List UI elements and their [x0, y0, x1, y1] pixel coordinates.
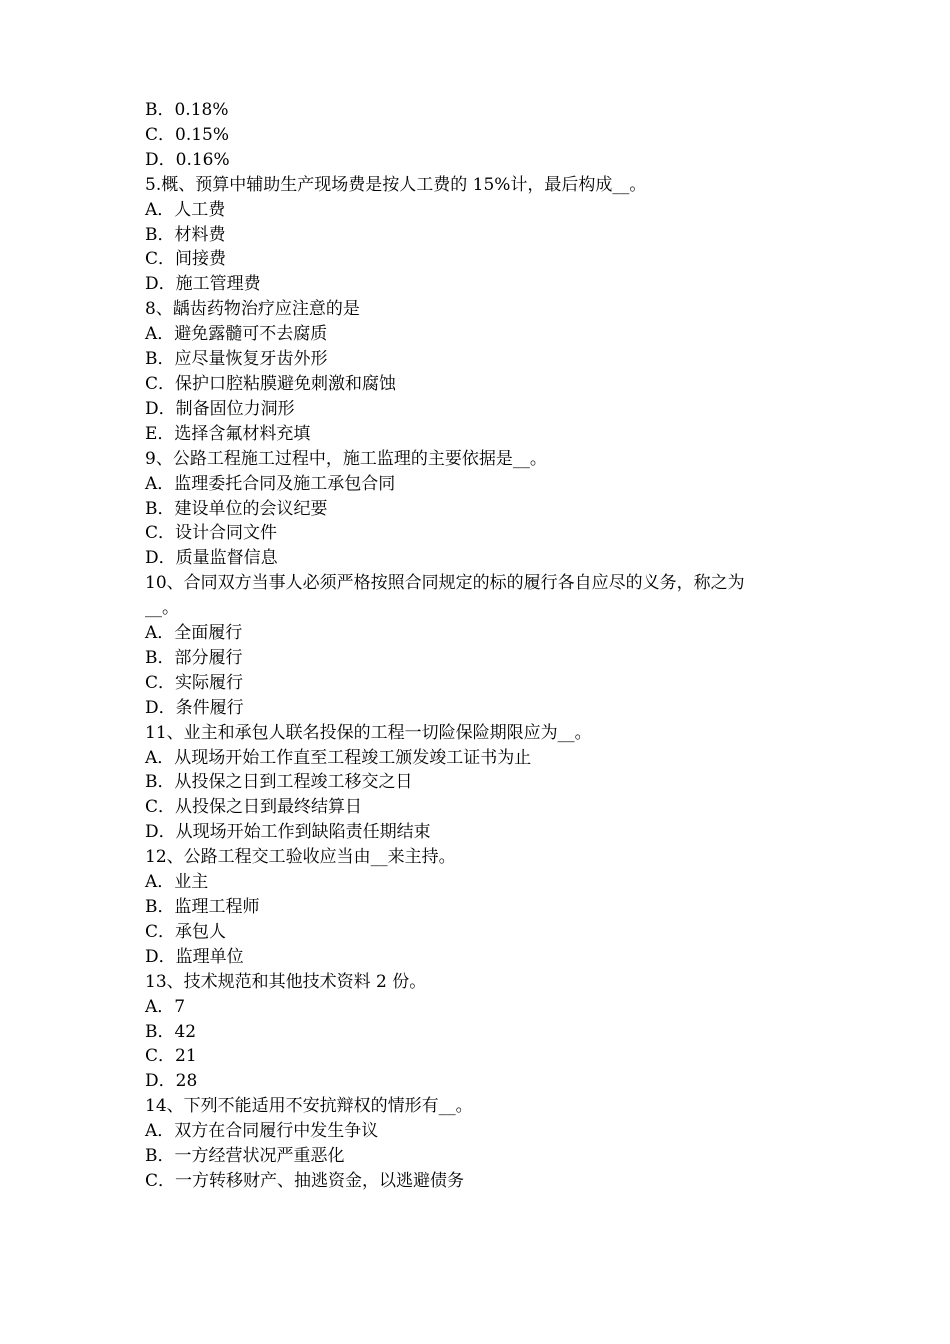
option-d: D．28 — [145, 1071, 198, 1092]
option-a: A．避免露髓可不去腐质 — [145, 324, 328, 345]
question-8: 8、龋齿药物治疗应注意的是 — [145, 299, 360, 320]
question-9: 9、公路工程施工过程中，施工监理的主要依据是__。 — [145, 448, 547, 469]
option-c: C．21 — [145, 1046, 197, 1067]
question-12: 12、公路工程交工验收应当由__来主持。 — [145, 847, 456, 868]
option-d: D．制备固位力洞形 — [145, 398, 295, 419]
option-c: C．0.15% — [145, 124, 230, 145]
option-c: C．承包人 — [145, 921, 227, 942]
option-a: A．监理委托合同及施工承包合同 — [145, 473, 396, 494]
option-a: A．全面履行 — [145, 623, 243, 644]
question-14: 14、下列不能适用不安抗辩权的情形有__。 — [145, 1096, 473, 1117]
option-d: D．质量监督信息 — [145, 548, 278, 569]
question-13: 13、技术规范和其他技术资料 2 份。 — [145, 971, 427, 992]
option-c: C．实际履行 — [145, 672, 244, 693]
document-body — [145, 98, 825, 1194]
option-b: B．材料费 — [145, 224, 226, 245]
option-a: A．人工费 — [145, 199, 226, 220]
option-a: A．7 — [145, 996, 186, 1017]
option-b: B．0.18% — [145, 100, 229, 120]
option-b: B．应尽量恢复牙齿外形 — [145, 349, 328, 370]
option-b: B．建设单位的会议纪要 — [145, 498, 328, 519]
option-b: B．42 — [145, 1021, 197, 1042]
option-c: C．设计合同文件 — [145, 523, 278, 544]
option-c: C．从投保之日到最终结算日 — [145, 797, 363, 818]
option-a: A．从现场开始工作直至工程竣工颁发竣工证书为止 — [145, 747, 532, 768]
option-b: B．部分履行 — [145, 647, 243, 668]
question-10-continued: __。 — [145, 598, 179, 619]
question-11: 11、业主和承包人联名投保的工程一切险保险期限应为__。 — [145, 722, 592, 743]
option-c: C．间接费 — [145, 249, 227, 270]
option-d: D．监理单位 — [145, 946, 244, 967]
option-c: C．一方转移财产、抽逃资金，以逃避债务 — [145, 1170, 465, 1191]
option-b: B．监理工程师 — [145, 897, 260, 917]
option-c: C．保护口腔粘膜避免刺激和腐蚀 — [145, 373, 397, 394]
option-d: D．0.16% — [145, 149, 230, 170]
question-10: 10、合同双方当事人必须严格按照合同规定的标的履行各自应尽的义务，称之为 — [145, 573, 745, 594]
option-d: D．条件履行 — [145, 697, 244, 718]
question-5: 5.概、预算中辅助生产现场费是按人工费的 15%计，最后构成__。 — [145, 174, 647, 195]
option-a: A．双方在合同履行中发生争议 — [145, 1121, 379, 1142]
option-b: B．一方经营状况严重恶化 — [145, 1146, 345, 1167]
option-e: E．选择含氟材料充填 — [145, 423, 311, 444]
option-b: B．从投保之日到工程竣工移交之日 — [145, 772, 413, 793]
option-d: D．从现场开始工作到缺陷责任期结束 — [145, 822, 431, 843]
option-d: D．施工管理费 — [145, 274, 261, 295]
option-a: A．业主 — [145, 872, 209, 893]
